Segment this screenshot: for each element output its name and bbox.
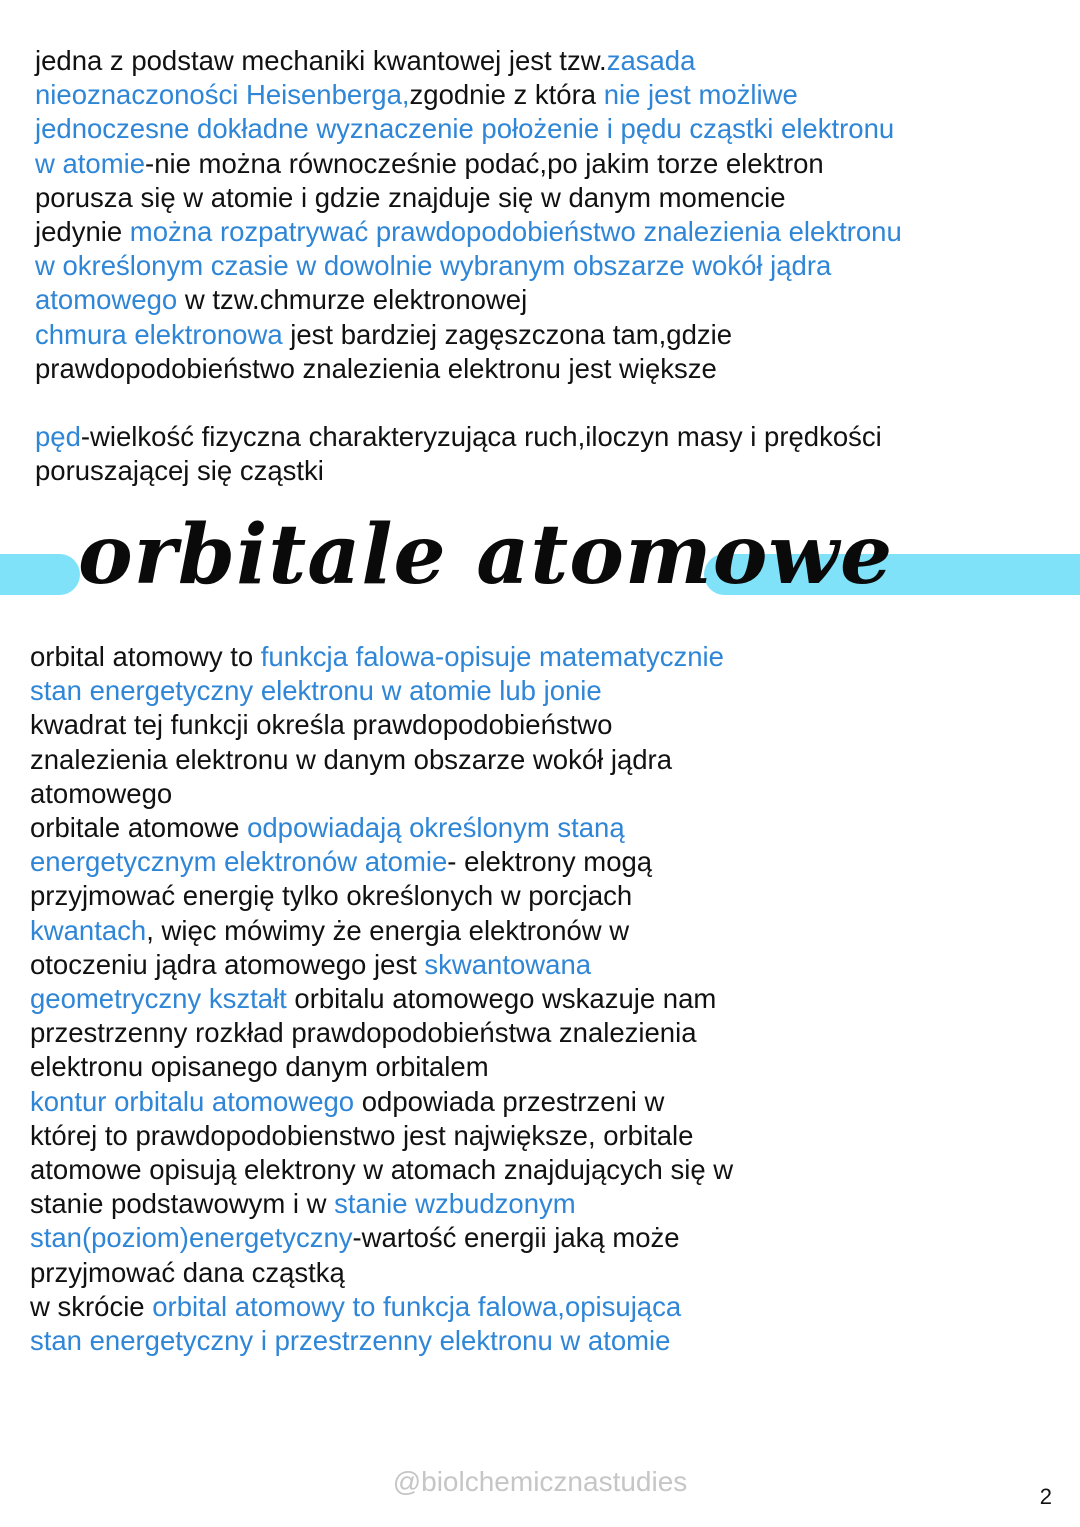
heading-bar-left xyxy=(0,554,80,595)
body-text: orbitalu atomowego wskazuje nam xyxy=(286,983,717,1015)
body-text: , więc mówimy że energia elektronów w xyxy=(146,914,630,946)
body-text: przyjmować energię tylko określonych w porcjach xyxy=(30,880,633,912)
body-text: atomowego xyxy=(30,777,173,809)
text-line xyxy=(30,845,733,879)
highlighted-text: funkcja falowa-opisuje matematycznie xyxy=(260,641,724,672)
highlighted-text: atomowego xyxy=(35,284,178,316)
highlighted-text: nieoznaczoności Heisenberga, xyxy=(35,79,410,111)
highlighted-text: jednoczesne dokładne wyznaczenie położenie i pędu cząstki elektronu xyxy=(35,113,895,145)
highlighted-text: stan(poziom)energetyczny xyxy=(30,1222,353,1254)
text-line xyxy=(30,1324,733,1358)
body-text: przestrzenny rozkład prawdopodobieństwa znalezienia xyxy=(30,1017,697,1049)
text-line xyxy=(35,249,902,283)
body-text: prawdopodobieństwo znalezienia elektronu jest większe xyxy=(35,352,717,384)
body-text: - elektrony mogą xyxy=(447,846,653,878)
text-line xyxy=(30,1290,733,1324)
text-line xyxy=(35,318,902,352)
body-text: przyjmować dana cząstką xyxy=(30,1256,345,1288)
highlighted-text: stan energetyczny i przestrzenny elektronu w atomie xyxy=(30,1325,671,1357)
text-line xyxy=(30,1187,733,1221)
body-text: porusza się w atomie i gdzie znajduje się w danym momencie xyxy=(35,181,786,213)
text-line xyxy=(30,777,733,811)
text-line xyxy=(30,1016,733,1050)
orbitals-text-block xyxy=(30,640,733,1358)
body-text: -wartość energii jaką może xyxy=(352,1222,680,1254)
text-line xyxy=(35,215,902,249)
text-line xyxy=(30,811,733,845)
body-text: poruszającej się cząstki xyxy=(35,455,324,487)
body-text: elektronu opisanego danym orbitalem xyxy=(30,1051,489,1083)
text-line xyxy=(30,708,733,742)
highlighted-text: kontur orbitalu atomowego xyxy=(30,1085,355,1117)
text-line xyxy=(35,352,902,386)
body-text: -wielkość fizyczna charakteryzująca ruch,iloczyn masy i prędkości xyxy=(80,421,882,452)
text-line xyxy=(35,420,882,454)
momentum-definition-block xyxy=(35,420,882,488)
text-line xyxy=(30,1221,733,1255)
highlighted-text: geometryczny kształt xyxy=(30,983,287,1015)
highlighted-text: pęd xyxy=(35,421,81,452)
text-line xyxy=(30,1153,733,1187)
body-text: orbital atomowy to xyxy=(30,641,261,672)
body-text: której to prawdopodobienstwo jest największe, orbitale xyxy=(30,1119,694,1151)
body-text: w skrócie xyxy=(30,1290,153,1322)
highlighted-text: nie jest możliwe xyxy=(603,79,798,111)
highlighted-text: w określonym czasie w dowolnie wybranym obszarze wokół jądra xyxy=(35,250,832,282)
text-line xyxy=(30,640,733,674)
text-line xyxy=(35,283,902,317)
highlighted-text: odpowiadają określonym staną xyxy=(247,812,625,844)
text-line xyxy=(35,147,902,181)
text-line xyxy=(35,44,902,78)
highlighted-text: energetycznym elektronów atomie xyxy=(30,846,448,878)
body-text: odpowiada przestrzeni w xyxy=(354,1085,665,1117)
text-line xyxy=(30,982,733,1016)
text-line xyxy=(35,112,902,146)
body-text: zgodnie z która xyxy=(409,79,604,111)
text-line xyxy=(30,674,733,708)
page-number: 2 xyxy=(1039,1484,1052,1509)
body-text: stanie podstawowym i w xyxy=(30,1188,335,1220)
body-text: kwadrat tej funkcji określa prawdopodobieństwo xyxy=(30,709,613,741)
highlighted-text: stan energetyczny elektronu w atomie lub jonie xyxy=(30,675,602,707)
highlighted-text: w atomie xyxy=(35,147,146,179)
highlighted-text: kwantach xyxy=(30,914,147,946)
body-text: -nie można równocześnie podać,po jakim torze elektron xyxy=(145,147,824,179)
body-text: znalezienia elektronu w danym obszarze wokół jądra xyxy=(30,743,673,775)
text-line xyxy=(30,948,733,982)
text-line xyxy=(30,879,733,913)
highlighted-text: chmura elektronowa xyxy=(35,318,283,350)
text-line xyxy=(35,454,882,488)
text-line xyxy=(30,914,733,948)
highlighted-text: zasada xyxy=(606,45,696,76)
text-line xyxy=(30,1085,733,1119)
text-line xyxy=(30,1119,733,1153)
highlighted-text: można rozpatrywać prawdopodobieństwo znalezienia elektronu xyxy=(129,216,902,248)
text-line xyxy=(30,743,733,777)
text-line xyxy=(30,1050,733,1084)
text-line xyxy=(35,181,902,215)
text-line xyxy=(30,1256,733,1290)
highlighted-text: skwantowana xyxy=(424,948,592,980)
body-text: jedynie xyxy=(35,216,130,248)
intro-text-block xyxy=(35,44,902,386)
body-text: jest bardziej zagęszczona tam,gdzie xyxy=(282,318,733,350)
body-text: jedna z podstaw mechaniki kwantowej jest tzw. xyxy=(35,45,607,76)
body-text: atomowe opisują elektrony w atomach znajdujących się w xyxy=(30,1154,734,1186)
text-line xyxy=(35,78,902,112)
watermark: @biolchemicznastudies xyxy=(392,1466,688,1497)
highlighted-text: orbital atomowy to funkcja falowa,opisująca xyxy=(152,1290,682,1322)
section-heading: orbitale atomowe xyxy=(78,507,894,603)
body-text: otoczeniu jądra atomowego jest xyxy=(30,948,425,980)
body-text: w tzw.chmurze elektronowej xyxy=(177,284,528,316)
body-text: orbitale atomowe xyxy=(30,812,248,844)
highlighted-text: stanie wzbudzonym xyxy=(334,1188,576,1220)
